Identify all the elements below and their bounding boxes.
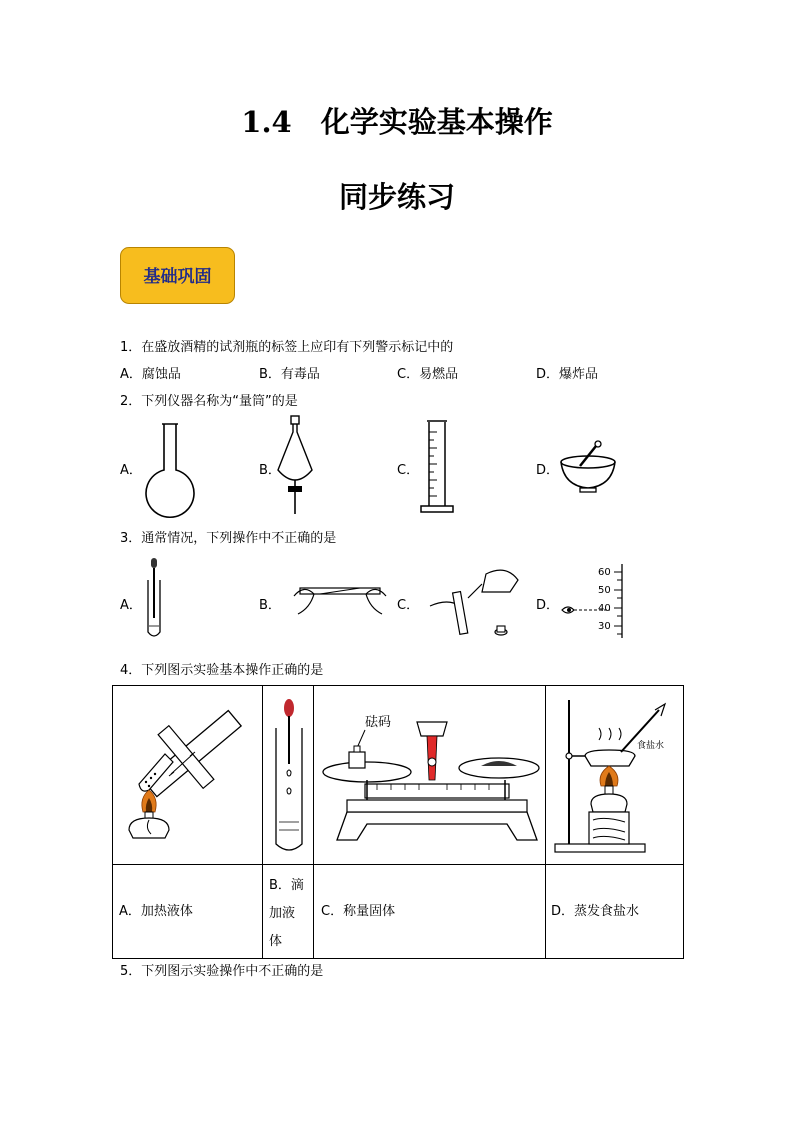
q3-option-a[interactable]: A． <box>120 598 142 613</box>
page-title: 1.4 化学实验基本操作 <box>241 105 553 139</box>
separatory-funnel-icon <box>272 414 318 520</box>
evaporating-salt-water-icon <box>549 690 679 860</box>
q3-option-c[interactable]: C． <box>397 598 420 613</box>
q1-option-a[interactable]: A．腐蚀品 <box>120 367 181 382</box>
q2-option-b[interactable]: B． <box>259 463 281 478</box>
q2-option-c[interactable]: C． <box>397 463 420 478</box>
scale-tick-60: 60 <box>598 567 611 578</box>
q3-option-b[interactable]: B． <box>259 598 281 613</box>
q3-option-d[interactable]: D． <box>536 598 560 613</box>
graduated-cylinder-icon <box>418 418 458 518</box>
table-row-divider <box>113 864 683 865</box>
question-1-stem: 1．在盛放酒精的试剂瓶的标签上应印有下列警示标记中的 <box>120 340 454 355</box>
question-3-stem: 3．通常情况，下列操作中不正确的是 <box>120 531 337 546</box>
q4-caption-b-line2: 加液 <box>269 906 296 921</box>
q2-option-d[interactable]: D． <box>536 463 560 478</box>
hands-holding-tube-icon <box>290 574 390 624</box>
round-bottom-flask-icon <box>140 420 200 512</box>
question-5-stem: 5．下列图示实验操作中不正确的是 <box>120 964 324 979</box>
reading-scale-icon <box>560 562 626 642</box>
scale-tick-40: 40 <box>598 603 611 614</box>
scale-tick-30: 30 <box>598 621 611 632</box>
q1-option-c[interactable]: C．易燃品 <box>397 367 459 382</box>
table-col-divider <box>313 686 314 958</box>
q4-options-table <box>112 685 684 959</box>
q1-option-b[interactable]: B．有毒品 <box>259 367 320 382</box>
q4-caption-c[interactable]: C．称量固体 <box>321 904 396 919</box>
q4-caption-b-line1: B．滴 <box>269 878 304 893</box>
page-subtitle: 同步练习 <box>338 180 455 214</box>
table-col-divider <box>262 686 263 958</box>
pouring-liquid-icon <box>426 562 526 642</box>
q2-option-a[interactable]: A． <box>120 463 142 478</box>
table-col-divider <box>545 686 546 958</box>
q4-caption-a[interactable]: A．加热液体 <box>119 904 193 919</box>
q4-caption-d[interactable]: D．蒸发食盐水 <box>551 904 640 919</box>
weighing-balance-icon <box>317 692 543 860</box>
q4-caption-b-line3: 体 <box>269 934 283 949</box>
weights-label: 砝码 <box>365 715 392 730</box>
salt-water-label: 食盐水 <box>637 741 665 751</box>
scale-tick-50: 50 <box>598 585 611 596</box>
question-2-stem: 2．下列仪器名称为“量筒”的是 <box>120 394 298 409</box>
dropper-in-tube-icon <box>142 556 166 642</box>
dropping-liquid-icon <box>269 694 309 858</box>
q1-option-d[interactable]: D．爆炸品 <box>536 367 599 382</box>
mortar-pestle-icon <box>556 440 620 496</box>
question-4-stem: 4．下列图示实验基本操作正确的是 <box>120 663 324 678</box>
heating-liquid-icon <box>119 694 257 858</box>
q4-caption-b[interactable] <box>269 872 304 956</box>
section-badge <box>120 247 235 304</box>
section-badge-label: 基础巩固 <box>143 267 212 287</box>
